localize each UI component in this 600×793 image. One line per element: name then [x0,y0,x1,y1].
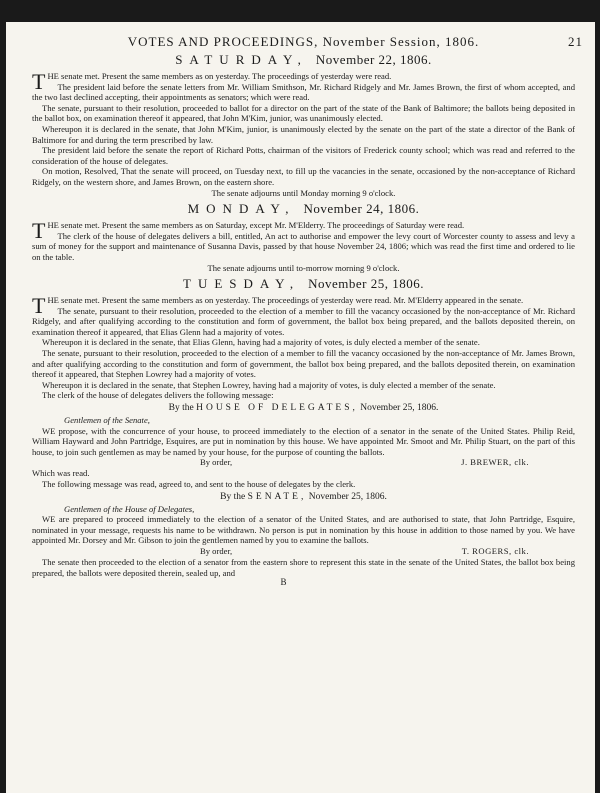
house-message-signature-line [32,457,575,468]
tuesday-paragraph-1 [32,293,575,319]
saturday-heading-date: November 22, 1806. [315,52,432,67]
monday-heading-day: MONDAY, [187,201,296,217]
house-message-following: The following message was read, agreed to, and sent to the house of delegates by the clerk. [42,479,356,489]
tuesday-heading [32,275,575,292]
monday-heading [32,200,575,217]
senate-message-body: WE are prepared to proceed immediately to the election of a senator of the United States, and are authorised to state, that John Partridge, Esquire, nominated in your message, requests his name to be withdrawn. No person is put in nomination by this house in addition to those named by you. We have appointed Mr. Dorsey and Mr. Gibson to join the gentlemen named by you to examine the ballots. [32,514,575,546]
tuesday-p1-text: HE senate met. Present the same members as on yesterday. The proceedings of yesterday were read. Mr. M'Elderry appeared in the senate. [47,295,524,306]
running-head [32,34,583,49]
saturday-paragraph-6: On motion, Resolved, That the senate will proceed, on Tuesday next, to fill up the vacancies in the senate, occasioned by the non-acceptance of Richard Ridgely, on the western shore, and James Brown, on the eastern shore. [32,166,575,187]
signature-mark: B [280,577,287,588]
document-page [6,22,595,793]
saturday-heading-day: SATURDAY, [175,52,308,67]
tuesday-paragraph-2: The senate, pursuant to their resolution, proceeded to the election of a member to fill the vacancy occasioned by the non-acceptance of Mr. Richard Ridgely, and after qualifying according to the constitution and form of government, the ballot box being prepared, and the ballots deposited therein, on examination thereof it appeared, that Elias Glenn had a majority of votes. [32,305,575,337]
monday-paragraph-1 [32,218,575,244]
page-number: 21 [568,34,583,49]
senate-message-heading [32,491,575,503]
tuesday-paragraph-5: Whereupon it is declared in the senate, that Stephen Lowrey, having had a majority of votes, is duly elected a member of the senate. [42,379,496,390]
tuesday-heading-day: TUESDAY, [183,276,301,292]
senate-message-signature-line [32,546,575,557]
senate-message-date: November 25, 1806. [308,491,387,502]
senate-message-senate: SENATE, [247,491,307,502]
monday-adjourn: The senate adjourns until to-morrow morning 9 o'clock. [207,262,400,273]
tuesday-heading-date: November 25, 1806. [308,276,424,292]
senate-message-signature: T. ROGERS, clk. [461,545,529,556]
house-message-date: November 25, 1806. [360,403,439,414]
senate-message-closing: The senate then proceeded to the election of a senator from the eastern shore to represent this state in the senate of the United States, the ballot box being prepared, the ballots were deposited therein, sealed up, and [32,556,575,578]
senate-message-by-order: By order, [200,545,233,556]
saturday-paragraph-3: The senate, pursuant to their resolution, proceeded to ballot for a director on the part of the state of the Bank of Baltimore; the ballots being deposited in the ballot box, on examination thereof it appeared, that John M'Kim, junior, was unanimously elected. [32,102,575,124]
monday-paragraph-2: The clerk of the house of delegates delivers a bill, entitled, An act to authorise and empower the levy court of Worcester county to assess and levy a sum of money for the support and maintenance of Susanna Davis, passed by that house November 24, 1806; which was read the first time and ordered to lie on the table. [32,230,575,262]
house-message-salutation: Gentlemen of the Senate, [64,415,150,426]
saturday-p1-text: HE senate met. Present the same members as on yesterday. The proceedings of yesterday were read. [47,71,392,81]
monday-p1-text: HE senate met. Present the same members as on Saturday, except Mr. M'Elderry. The proceedings of Saturday were read. [47,220,465,231]
saturday-heading [32,51,575,68]
house-message-by-order: By order, [200,457,233,468]
saturday-paragraph-2: The president laid before the senate letters from Mr. William Smithson, Mr. Richard Ridgely and Mr. James Brown, the first of whom accepted, and the two last declined accepting, their appointments as senators; which were read. [32,81,575,103]
house-message-body: WE propose, with the concurrence of your house, to proceed immediately to the election of a senator in the senate of the United States. Philip Reid, William Hayward and John Partridge, Esquires, are put in nomination by this house. We have appointed Mr. Smoot and Mr. Philip Stuart, on the part of this house, to join such gentlemen as may be named by your house, for the purpose of counting the ballots. [32,425,575,457]
senate-message-by-the: By the [220,491,246,502]
saturday-paragraph-5: The president laid before the senate the report of Richard Potts, chairman of the visitors of Frederick county school; which was read and referred to the consideration of the house of delegates. [32,145,575,166]
senate-message-salutation: Gentlemen of the House of Delegates, [64,503,195,514]
house-message-by-the: By the [168,403,194,414]
saturday-adjourn: The senate adjourns until Monday morning 9 o'clock. [211,187,396,198]
house-message-heading [32,402,575,414]
saturday-paragraph-4: Whereupon it is declared in the senate, that John M'Kim, junior, is unanimously elected by the senate on the part of the state a director of the Bank of Baltimore for and during the term prescribed by law. [32,123,575,145]
monday-heading-date: November 24, 1806. [303,201,420,217]
tuesday-paragraph-6: The clerk of the house of delegates delivers the following message: [42,390,274,401]
saturday-dropcap: T [32,69,46,94]
house-message-signature: J. BREWER, clk. [461,457,529,468]
tuesday-paragraph-3: Whereupon it is declared in the senate, that Elias Glenn, having had a majority of votes, is duly elected a member of the senate. [42,337,480,348]
running-head-title: VOTES AND PROCEEDINGS, November Session, 1806. [127,34,480,49]
monday-dropcap: T [32,218,46,244]
tuesday-paragraph-4: The senate, pursuant to their resolution, proceeded to the election of a member to fill the vacancy occasioned by the non-acceptance of Mr. James Brown, and after qualifying according to the constitution and form of government, the ballot box being prepared, and the ballots deposited therein, on examination thereof it appeared, that Stephen Lowrey had a majority of votes. [32,348,575,380]
tuesday-dropcap: T [32,293,46,319]
house-message-which-was-read: Which was read. [32,468,90,479]
house-message-house: HOUSE OF DELEGATES, [196,403,358,414]
